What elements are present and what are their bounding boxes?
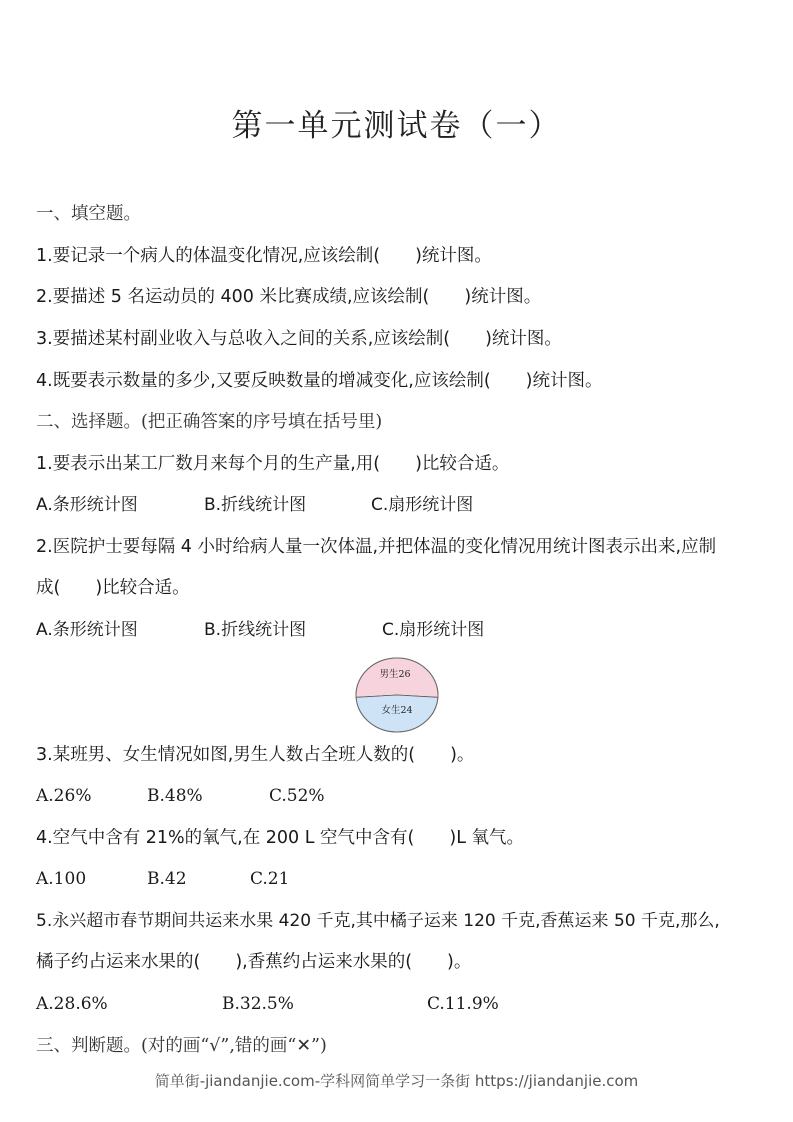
- q4-option-a: A.100: [36, 869, 87, 889]
- q5-option-c: C.11.9%: [427, 994, 499, 1014]
- q1-option-c: C.扇形统计图: [371, 495, 474, 515]
- choice-question-5-line-1: 5.永兴超市春节期间共运来水果 420 千克,其中橘子运来 120 千克,香蕉运来 50 千克,那么,: [36, 911, 720, 931]
- pie-label-girls: 女生24: [381, 705, 413, 716]
- page-title: 第一单元测试卷（一）: [231, 108, 562, 144]
- q3-option-b: B.48%: [147, 786, 203, 806]
- footer-watermark: 简单街-jiandanjie.com-学科网简单学习一条街 https://jiandanjie.com: [154, 1072, 639, 1090]
- fill-question-1: 1.要记录一个病人的体温变化情况,应该绘制( )统计图。: [36, 246, 492, 266]
- q3-option-c: C.52%: [269, 786, 325, 806]
- choice-question-4: 4.空气中含有 21%的氧气,在 200 L 空气中含有( )L 氧气。: [36, 828, 525, 848]
- choice-question-2-line-2: 成( )比较合适。: [36, 578, 190, 598]
- pie-label-boys: 男生26: [379, 669, 411, 680]
- q5-option-b: B.32.5%: [222, 994, 294, 1014]
- q4-option-b: B.42: [147, 869, 187, 889]
- q2-option-b: B.折线统计图: [204, 620, 307, 640]
- choice-question-1: 1.要表示出某工厂数月来每个月的生产量,用( )比较合适。: [36, 454, 510, 474]
- fill-question-2: 2.要描述 5 名运动员的 400 米比赛成绩,应该绘制( )统计图。: [36, 287, 542, 307]
- section-1-heading: 一、填空题。: [36, 204, 141, 224]
- q1-option-a: A.条形统计图: [36, 495, 138, 515]
- fill-question-4: 4.既要表示数量的多少,又要反映数量的增减变化,应该绘制( )统计图。: [36, 371, 603, 391]
- choice-question-3: 3.某班男、女生情况如图,男生人数占全班人数的( )。: [36, 745, 475, 765]
- gender-pie-chart: [355, 657, 439, 733]
- fill-question-3: 3.要描述某村副业收入与总收入之间的关系,应该绘制( )统计图。: [36, 329, 562, 349]
- q2-option-c: C.扇形统计图: [382, 620, 485, 640]
- choice-question-5-line-2: 橘子约占运来水果的( ),香蕉约占运来水果的( )。: [36, 952, 472, 972]
- section-2-heading: 二、选择题。(把正确答案的序号填在括号里): [36, 412, 383, 432]
- choice-question-2-line-1: 2.医院护士要每隔 4 小时给病人量一次体温,并把体温的变化情况用统计图表示出来,应制: [36, 537, 717, 557]
- q5-option-a: A.28.6%: [36, 994, 108, 1014]
- q1-option-b: B.折线统计图: [204, 495, 307, 515]
- q2-option-a: A.条形统计图: [36, 620, 138, 640]
- q4-option-c: C.21: [250, 869, 290, 889]
- section-3-heading: 三、判断题。(对的画“√”,错的画“✕”): [36, 1036, 327, 1056]
- q3-option-a: A.26%: [36, 786, 92, 806]
